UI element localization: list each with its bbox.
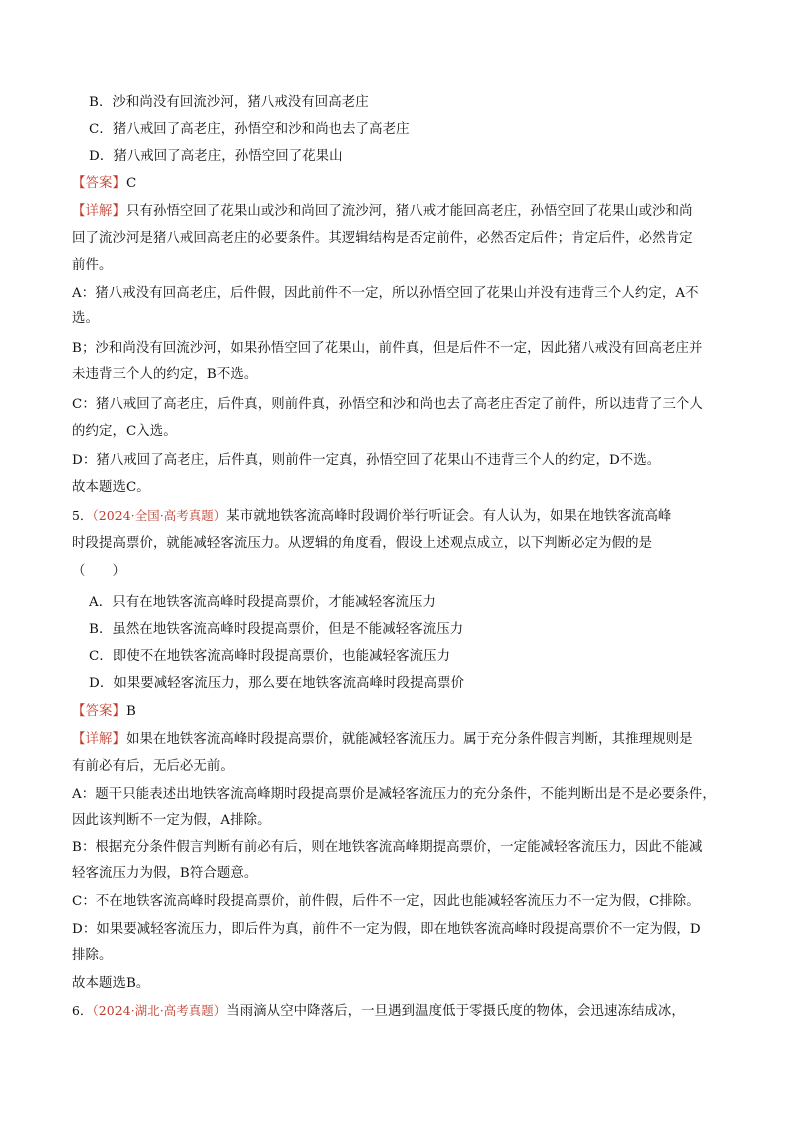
explain-text: 如果在地铁客流高峰时段提高票价，就能减轻客流压力。属于充分条件假言判断，其推理规则是 [125,732,693,747]
q5-stem-line-1 [72,507,671,526]
q4-analysis-a-2: 选。 [72,311,99,326]
q4-option-b: B．沙和尚没有回流沙河，猪八戒没有回高老庄 [89,95,369,110]
question-source: （2024·湖北·高考真题） [92,1003,227,1018]
answer-value: C [125,176,137,191]
answer-label: 【答案】 [72,704,126,719]
q5-analysis-b-1: B：根据充分条件假言判断有前必有后，则在地铁客流高峰期提高票价，一定能减轻客流压力，因此不能减 [72,840,703,855]
explain-label: 【详解】 [72,204,126,219]
explain-text: 只有孙悟空回了花果山或沙和尚回了流沙河，猪八戒才能回高老庄，孙悟空回了花果山或沙和尚 [125,204,693,219]
q5-option-b: B．虽然在地铁客流高峰时段提高票价，但是不能减轻客流压力 [89,622,464,637]
question-stem: 当雨滴从空中降落后，一旦遇到温度低于零摄氏度的物体，会迅速冻结成冰， [226,1004,685,1019]
q5-analysis-b-2: 轻客流压力为假，B符合题意。 [72,866,258,881]
q5-explain-line-2: 有前必有后，无后必无前。 [72,759,234,774]
q5-answer-blank: （ ） [72,564,126,579]
q5-analysis-a-2: 因此该判断不一定为假，A排除。 [72,813,271,828]
q4-analysis-d-1: D：猪八戒回了高老庄，后件真，则前件一定真，孙悟空回了花果山不违背三个人的约定，D不选。 [72,453,661,468]
q5-analysis-d-1: D：如果要减轻客流压力，即后件为真，前件不一定为假，即在地铁客流高峰时段提高票价不一定为假，D [72,922,701,937]
q4-analysis-b-2: 未违背三个人的约定，B不选。 [72,367,258,382]
q5-analysis-d-2: 排除。 [72,948,113,963]
answer-value: B [125,704,136,719]
q5-stem-line-2: 时段提高票价，就能减轻客流压力。从逻辑的角度看，假设上述观点成立，以下判断必定为假的是 [72,536,653,551]
q4-explain-line-1 [72,203,693,221]
question-number: 6． [72,1003,93,1018]
q4-option-d: D．猪八戒回了高老庄，孙悟空回了花果山 [89,149,343,164]
q4-analysis-a-1: A：猪八戒没有回高老庄，后件假，因此前件不一定，所以孙悟空回了花果山并没有违背三个人约定，A不 [72,286,699,301]
q5-answer [72,703,136,721]
explain-label: 【详解】 [72,732,126,747]
question-source: （2024·全国·高考真题） [92,508,227,523]
q5-option-a: A．只有在地铁客流高峰时段提高票价，才能减轻客流压力 [89,595,437,610]
q4-explain-line-3: 前件。 [72,258,113,273]
q5-analysis-c-1: C：不在地铁客流高峰时段提高票价，前件假，后件不一定，因此也能减轻客流压力不一定为假，C排除。 [72,894,700,909]
q5-option-d: D．如果要减轻客流压力，那么要在地铁客流高峰时段提高票价 [89,676,465,691]
q4-answer [72,175,136,193]
answer-label: 【答案】 [72,176,126,191]
question-number: 5． [72,508,93,523]
q6-stem-line-1 [72,1002,685,1021]
q4-analysis-b-1: B；沙和尚没有回流沙河，如果孙悟空回了花果山，前件真，但是后件不一定，因此猪八戒没有回高老庄并 [72,341,703,356]
q4-conclusion: 故本题选C。 [72,480,150,495]
q4-option-c: C．猪八戒回了高老庄，孙悟空和沙和尚也去了高老庄 [89,122,410,137]
q5-conclusion: 故本题选B。 [72,976,150,991]
q5-option-c: C．即使不在地铁客流高峰时段提高票价，也能减轻客流压力 [89,649,451,664]
q4-explain-line-2: 回了流沙河是猪八戒回高老庄的必要条件。其逻辑结构是否定前件，必然否定后件；肯定后件，必然肯定 [72,231,693,246]
q4-analysis-c-1: C：猪八戒回了高老庄，后件真，则前件真，孙悟空和沙和尚也去了高老庄否定了前件，所以违背了三个人 [72,397,703,412]
question-stem: 某市就地铁客流高峰时段调价举行听证会。有人认为，如果在地铁客流高峰 [226,509,672,524]
q5-analysis-a-1: A：题干只能表述出地铁客流高峰期时段提高票价是减轻客流压力的充分条件，不能判断出是不是必要条件， [72,787,716,802]
q5-explain-line-1 [72,731,693,749]
q4-analysis-c-2: 的约定，C入选。 [72,424,177,439]
